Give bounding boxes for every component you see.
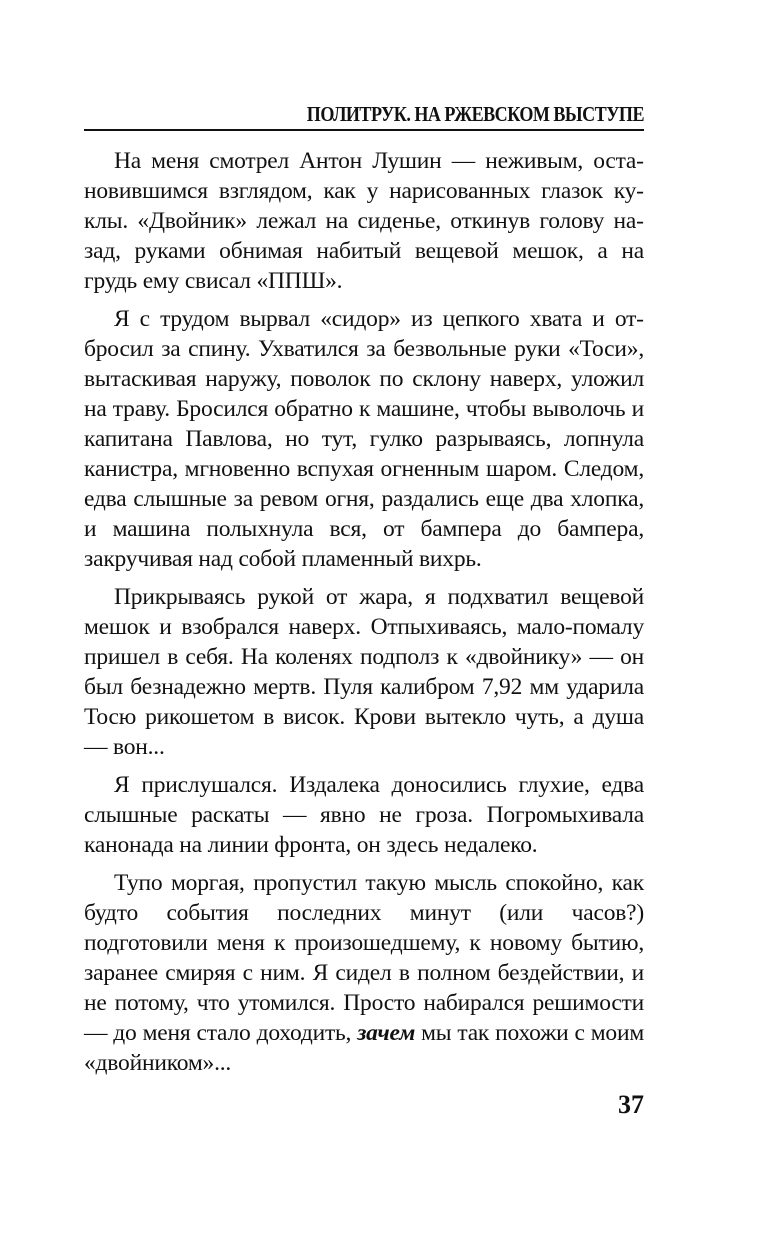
header-rule bbox=[84, 129, 644, 131]
page-number: 37 bbox=[618, 1090, 644, 1119]
body-text bbox=[84, 146, 644, 1086]
paragraph-4: Я прислушался. Издалека доносились глухие, едва слышные раскаты — явно не гроза. Погромыхивала канонада на линии фронта, он здесь недалеко. bbox=[84, 772, 644, 858]
paragraph-5-text-before: Тупо моргая, пропустил такую мысль спокойно, как будто события последних минут (или часов?) подготовили меня к произошедшему, к новому бытию, заранее смиряя с ним. Я сидел в полном бездействии, и не потому, что утомился. Просто набирался решимости — до меня стало доходить, bbox=[84, 870, 644, 1046]
paragraph-3: Прикрываясь рукой от жара, я подхватил вещевой мешок и взобрался наверх. Отпыхиваясь, мало-помалу пришел в себя. На коленях подполз к «двойнику» — он был безнадежно мертв. Пуля калибром 7,92 мм ударила Тосю рикошетом в висок. Крови вытекло чуть, а душа — вон... bbox=[84, 584, 644, 760]
paragraph-5 bbox=[84, 868, 644, 1078]
running-head: ПОЛИТРУК. НА РЖЕВСКОМ ВЫСТУПЕ bbox=[306, 102, 644, 126]
paragraph-1: На меня смотрел Антон Лушин — неживым, остановившимся взглядом, как у нарисованных глазок куклы. «Двойник» лежал на сиденье, откинув голову назад, руками обнимая набитый вещевой мешок, а на грудь ему свисал «ППШ». bbox=[84, 148, 644, 294]
paragraph-5-emphasis: зачем bbox=[357, 1020, 416, 1046]
paragraph-5-text-after: мы так похожи с моим «двойником»... bbox=[84, 1020, 644, 1076]
paragraph-2: Я с трудом вырвал «сидор» из цепкого хвата и отбросил за спину. Ухватился за безвольные руки «Тоси», вытаскивая наружу, поволок по склону наверх, уложил на траву. Бросился обратно к машине, чтобы выволочь и капитана Павлова, но тут, гулко разрываясь, лопнула канистра, мгновенно вспухая огненным шаром. Следом, едва слышные за ревом огня, раздались еще два хлопка, и машина полыхнула вся, от бампера до бампера, закручивая над собой пламенный вихрь. bbox=[84, 306, 644, 572]
